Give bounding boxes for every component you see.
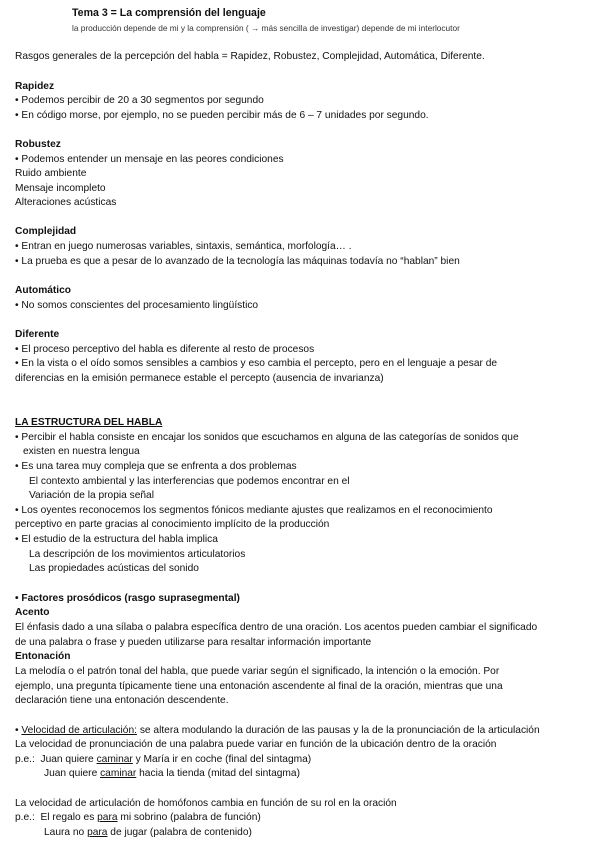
list-item: • El proceso perceptivo del habla es diferente al resto de procesos [15,344,315,355]
velocidad-line [15,724,540,737]
list-item: Ruido ambiente [15,168,87,179]
example-line [44,826,252,839]
paragraph-line: de una palabra o frase y pueden utilizarse para resaltar información importante [15,637,372,648]
section-heading-prosodicos: • Factores prosódicos (rasgo suprasegmental) [15,593,240,604]
subheading-entonacion: Entonación [15,651,71,662]
bullet: • [15,725,19,736]
page-title: Tema 3 = La comprensión del lenguaje [72,7,266,19]
section-heading-diferente: Diferente [15,329,60,340]
paragraph-line: ejemplo, una pregunta típicamente tiene una entonación ascendente al final de la oración, mientras que una [15,681,503,692]
velocidad-label: Velocidad de articulación: [21,725,137,736]
example-text: hacia la tienda (mitad del sintagma) [136,768,300,779]
paragraph-line: La melodía o el patrón tonal del habla, que puede variar según el significado, la intención o la emoción. Por [15,666,500,677]
list-item: perceptivo en parte gracias al conocimiento implícito de la producción [15,519,330,530]
paragraph-line: La velocidad de pronunciación de una palabra puede variar en función de la ubicación dentro de la oración [15,739,497,750]
section-heading-automatico: Automático [15,285,72,296]
paragraph-line: declaración tiene una entonación descendente. [15,695,229,706]
example-text: p.e.: El regalo es [15,812,98,823]
example-underlined-word: para [87,827,108,838]
example-text: Laura no [44,827,88,838]
list-item: El contexto ambiental y las interferencias que podemos encontrar en el [29,476,350,487]
example-text: y María ir en coche (final del sintagma) [132,754,312,765]
section-heading-robustez: Robustez [15,139,61,150]
list-item: • Percibir el habla consiste en encajar los sonidos que escuchamos en alguna de las categorías de sonidos que [15,432,519,443]
list-item: • No somos conscientes del procesamiento lingüístico [15,300,259,311]
section-heading-rapidez: Rapidez [15,81,55,92]
example-text: mi sobrino (palabra de función) [117,812,261,823]
example-text: de jugar (palabra de contenido) [107,827,252,838]
list-item: • Es una tarea muy compleja que se enfrenta a dos problemas [15,461,297,472]
list-item: Mensaje incompleto [15,183,106,194]
velocidad-label-rest: se altera modulando la duración de las pausas y la de la pronunciación de la articulación [139,725,540,736]
section-heading-complejidad: Complejidad [15,226,77,237]
example-line [15,811,261,824]
list-item: • Entran en juego numerosas variables, sintaxis, semántica, morfología… . [15,241,352,252]
section-heading-estructura: LA ESTRUCTURA DEL HABLA [15,417,163,428]
paragraph-line: El énfasis dado a una sílaba o palabra específica dentro de una oración. Los acentos pueden cambiar el significado [15,622,538,633]
list-item: • Podemos entender un mensaje en las peores condiciones [15,154,284,165]
example-underlined-word: caminar [96,754,133,765]
list-item: Alteraciones acústicas [15,197,117,208]
list-item: Las propiedades acústicas del sonido [29,563,199,574]
example-underlined-word: para [97,812,118,823]
list-item: • En la vista o el oído somos sensibles a cambios y eso cambia el percepto, pero en el lenguaje a pesar de [15,358,498,369]
list-item: diferencias en la emisión permanece estable el percepto (ausencia de invarianza) [15,373,384,384]
list-item: • Podemos percibir de 20 a 30 segmentos por segundo [15,95,264,106]
example-line [44,767,300,780]
intro-paragraph: Rasgos generales de la percepción del habla = Rapidez, Robustez, Complejidad, Automática, Diferente. [15,51,485,62]
list-item: La descripción de los movimientos articulatorios [29,549,246,560]
list-item: existen en nuestra lengua [23,446,140,457]
example-underlined-word: caminar [100,768,137,779]
example-text: p.e.: Juan quiere [15,754,97,765]
list-item: • En código morse, por ejemplo, no se pueden percibir más de 6 – 7 unidades por segundo. [15,110,429,121]
example-line [15,753,311,766]
page-subtitle: la producción depende de mi y la comprensión ( → más sencilla de investigar) depende de mi interlocutor [72,23,460,33]
list-item: • Los oyentes reconocemos los segmentos fónicos mediante ajustes que realizamos en el reconocimiento [15,505,493,516]
paragraph-line: La velocidad de articulación de homófonos cambia en función de su rol en la oración [15,798,397,809]
list-item: • El estudio de la estructura del habla implica [15,534,218,545]
list-item: Variación de la propia señal [29,490,154,501]
subheading-acento: Acento [15,607,50,618]
example-text: Juan quiere [44,768,101,779]
list-item: • La prueba es que a pesar de lo avanzado de la tecnología las máquinas todavía no “hablan” bien [15,256,460,267]
